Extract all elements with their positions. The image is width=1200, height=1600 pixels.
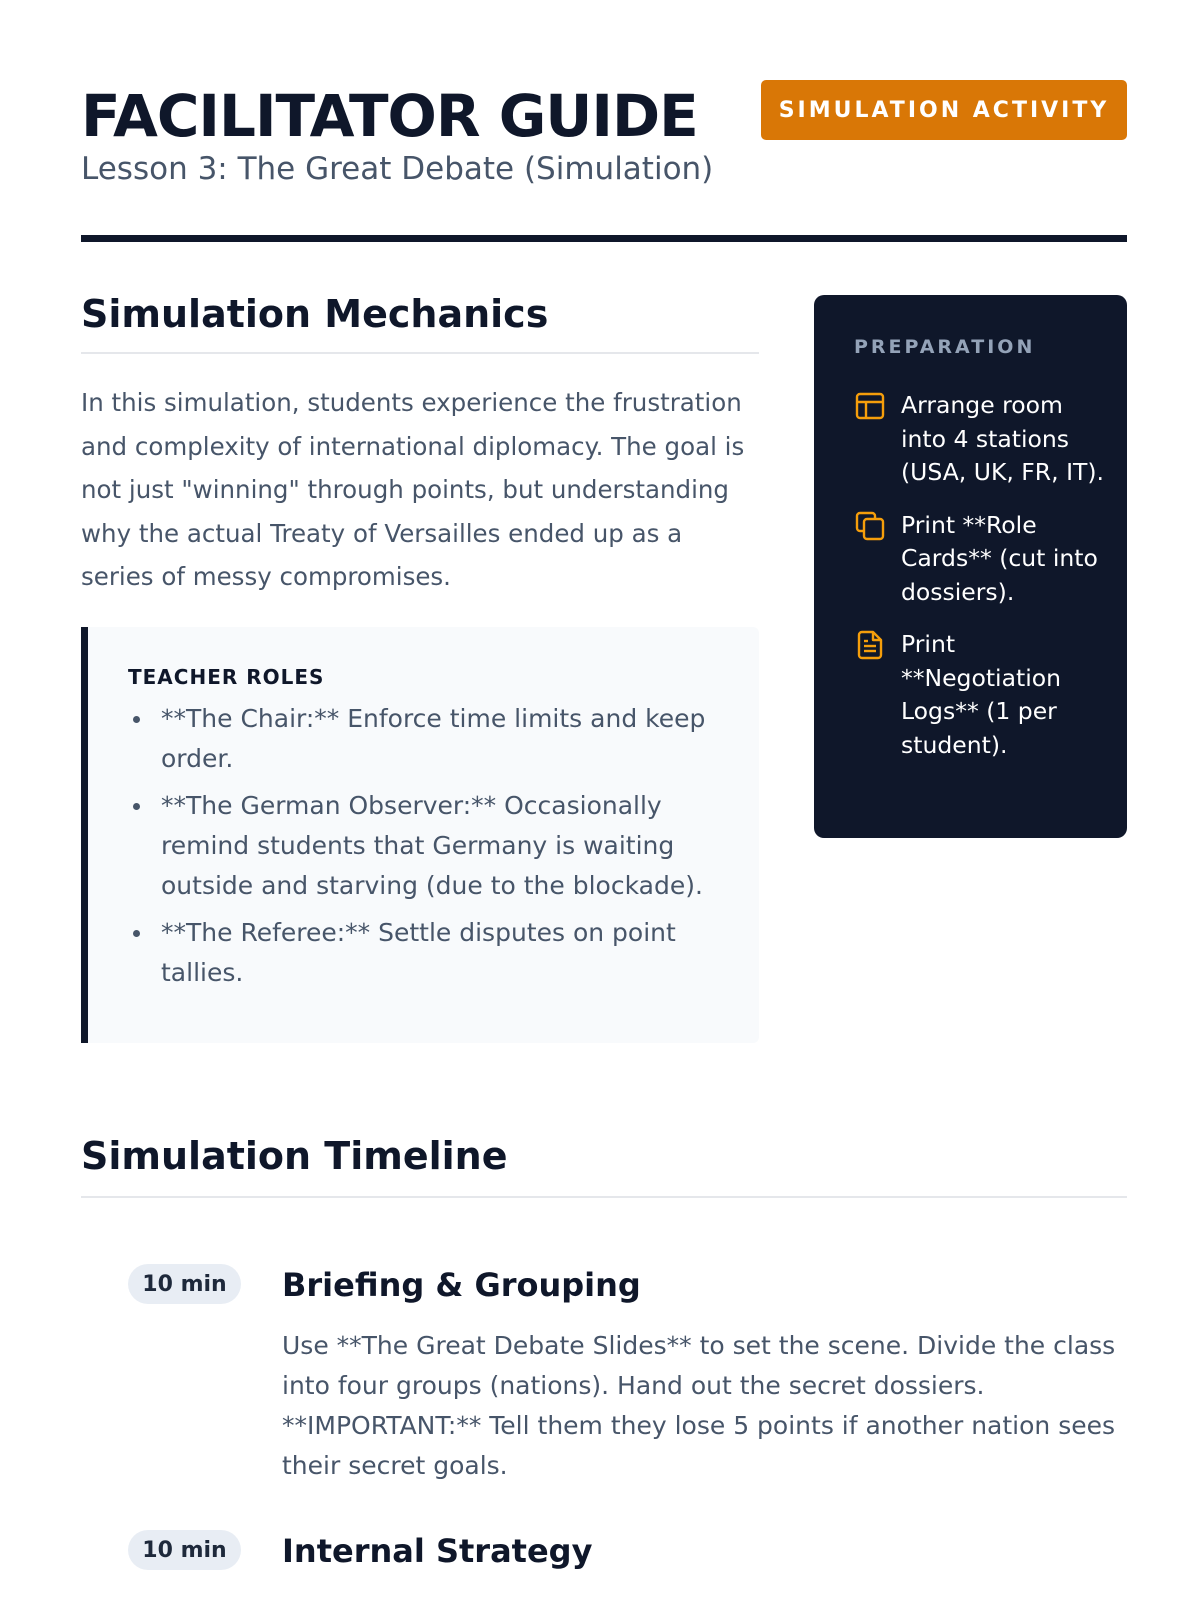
timeline-section [81,1132,1127,1572]
preparation-item-text: Print **Role Cards** (cut into dossiers). [901,510,1098,606]
duration-badge: 10 min [128,1530,241,1570]
list-item [854,509,1107,610]
document-icon [854,629,886,661]
teacher-roles-label: TEACHER ROLES [128,664,325,689]
activity-badge: SIMULATION ACTIVITY [761,80,1127,140]
guide-header [81,80,1127,242]
mechanics-heading: Simulation Mechanics [81,292,549,336]
teacher-roles-list [128,699,729,993]
timeline-step-description: Use **The Great Debate Slides** to set the scene. Divide the class into four groups (nations). Hand out the secret dossiers. **IMPORTANT:** Tell them they lose 5 points if another nation sees their secret goals. [282,1331,1116,1480]
list-item [854,389,1107,490]
mechanics-section [81,290,759,1043]
timeline-step-title: Internal Strategy [282,1532,593,1570]
page-title: FACILITATOR GUIDE [81,82,698,150]
preparation-label: PREPARATION [854,336,1036,358]
list-item [854,628,1107,762]
timeline-divider [81,1196,1127,1198]
facilitator-guide-page [81,0,1127,1600]
timeline-step-title: Briefing & Grouping [282,1266,641,1304]
preparation-card [814,295,1127,838]
timeline-step [81,1264,1127,1486]
header-divider [81,235,1127,242]
copy-icon [854,510,886,542]
list-item: **The Referee:** Settle disputes on point tallies. [128,913,729,993]
mechanics-divider [81,352,759,354]
layout-icon [854,390,886,422]
timeline-step [81,1530,1127,1572]
preparation-item-text: Print **Negotiation Logs** (1 per student). [901,630,1061,759]
preparation-item-text: Arrange room into 4 stations (USA, UK, FR, IT). [901,391,1104,486]
list-item: **The German Observer:** Occasionally remind students that Germany is waiting outside and starving (due to the blockade). [128,786,729,906]
lesson-subtitle: Lesson 3: The Great Debate (Simulation) [81,151,714,187]
duration-badge: 10 min [128,1264,241,1304]
mechanics-intro: In this simulation, students experience the frustration and complexity of international diplomacy. The goal is not just "winning" through points, but understanding why the actual Treaty of Versailles ended up as a series of messy compromises. [81,388,745,592]
list-item: **The Chair:** Enforce time limits and keep order. [128,699,729,779]
teacher-roles-box [81,627,759,1043]
timeline-heading: Simulation Timeline [81,1134,508,1178]
